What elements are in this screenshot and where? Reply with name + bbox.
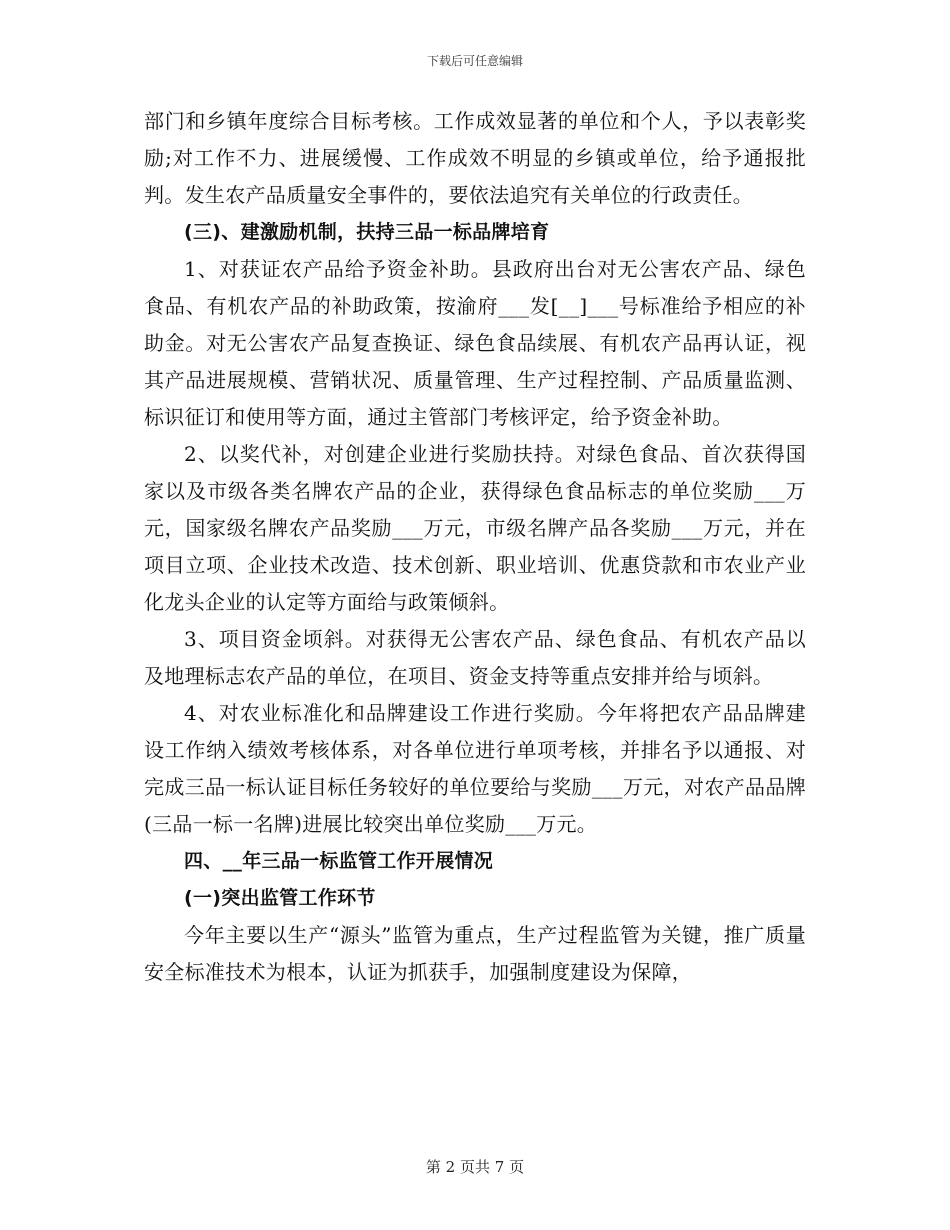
paragraph-continuation: 部门和乡镇年度综合目标考核。工作成效显著的单位和个人，予以表彰奖励;对工作不力、进展缓慢、工作成效不明显的乡镇或单位，给予通报批判。发生农产品质量安全事件的，要依法追究有关单位的行政责任。 [144, 109, 806, 207]
paragraph-item-2: 2、以奖代补，对创建企业进行奖励扶持。对绿色食品、首次获得国家以及市级各类名牌农产品的企业，获得绿色食品标志的单位奖励___万元，国家级名牌农产品奖励___万元，市级名牌产品各奖励___万元，并在项目立项、企业技术改造、技术创新、职业培训、优惠贷款和市农业产业化龙头企业的认定等方面给与政策倾斜。 [144, 442, 806, 614]
page-header: 下载后可任意编辑 [426, 54, 523, 68]
paragraph-item-3: 3、项目资金顷斜。对获得无公害农产品、绿色食品、有机农产品以及地理标志农产品的单位，在项目、资金支持等重点安排并给与顷斜。 [144, 627, 806, 688]
paragraph-item-1: 1、对获证农产品给予资金补助。县政府出台对无公害农产品、绿色食品、有机农产品的补助政策，按渝府___发[__]___号标准给予相应的补助金。对无公害农产品复查换证、绿色食品续展、有机农产品再认证，视其产品进展规模、营销状况、质量管理、生产过程控制、产品质量监测、标识征订和使用等方面，通过主管部门考核评定，给予资金补助。 [144, 257, 806, 429]
section-heading-3: (三)、建激励机制，扶持三品一标品牌培育 [184, 221, 550, 243]
section-heading-4: 四、__年三品一标监管工作开展情况 [184, 850, 494, 872]
paragraph-item-4: 4、对农业标准化和品牌建设工作进行奖励。今年将把农产品品牌建设工作纳入绩效考核体系，对各单位进行单项考核，并排名予以通报、对完成三品一标认证目标任务较好的单位要给与奖励___万元，对农产品品牌(三品一标一名牌)进展比较突出单位奖励___万元。 [144, 701, 806, 836]
page-number: 第 2 页共 7 页 [425, 1158, 525, 1176]
document-body [144, 103, 806, 991]
paragraph-monitoring: 今年主要以生产“源头”监管为重点，生产过程监管为关键，推广质量安全标准技术为根本，认证为抓获手，加强制度建设为保障， [144, 923, 806, 984]
subsection-heading-1: (一)突出监管工作环节 [184, 887, 376, 909]
